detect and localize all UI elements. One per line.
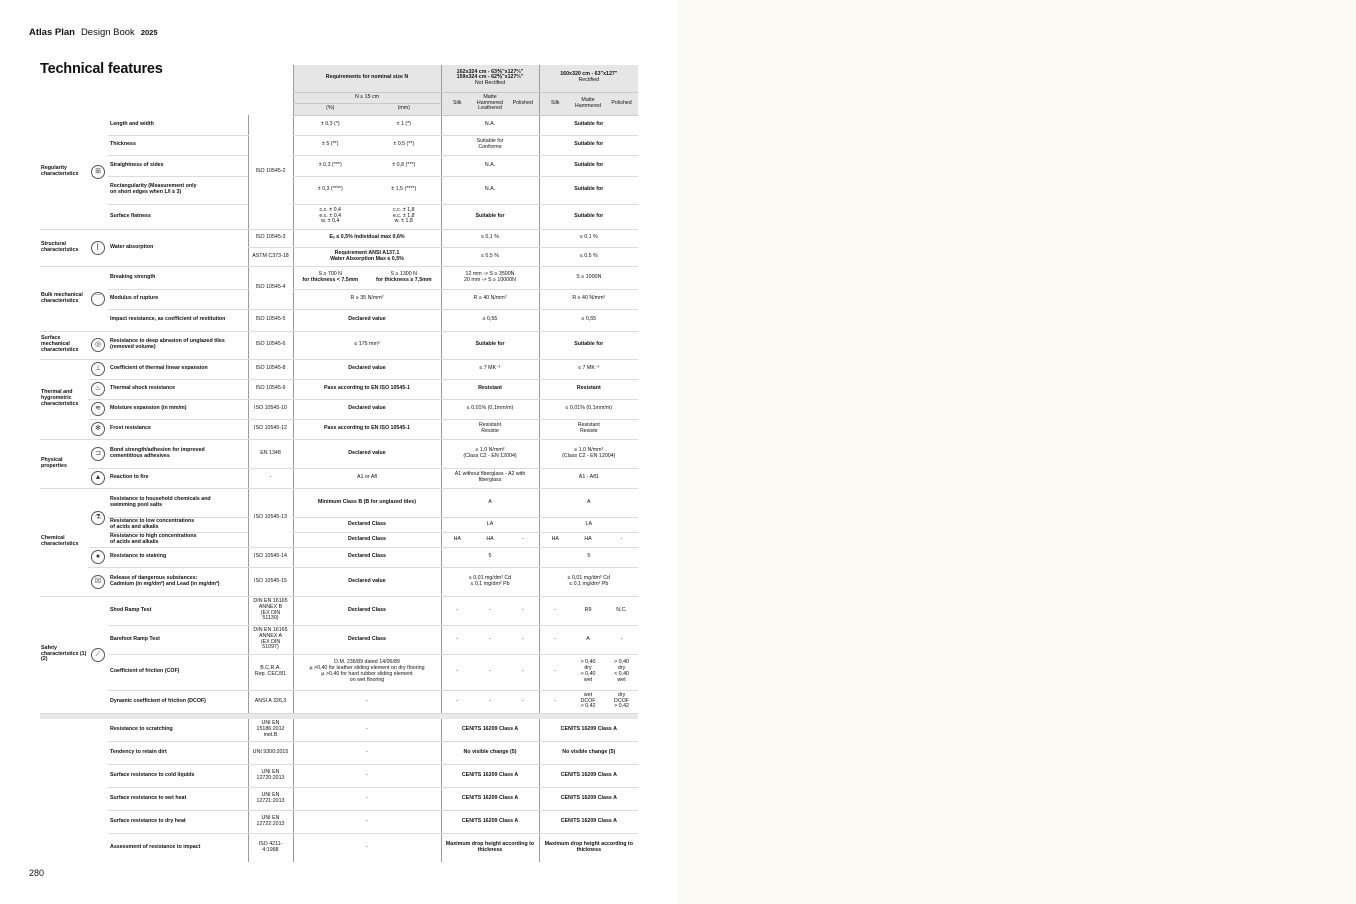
col-mm: (mm) xyxy=(367,103,441,115)
property-label: Coefficient of thermal linear expansion xyxy=(108,359,248,379)
table-row: Tendency to retain dirt UNI 9300:2015 - No visible change (5) No visible change (5) xyxy=(40,742,638,765)
page-title: Technical features xyxy=(40,61,163,77)
table-row: Barefoot Ramp Test DIN EN 16165 ANNEX A (EX DIN 51097) Declared Class - - - - A - xyxy=(40,625,638,654)
property-label: Coefficient of friction (COF) xyxy=(108,654,248,690)
property-label: Surface flatness xyxy=(108,204,248,229)
water-drop-icon: ⌈ xyxy=(91,241,105,255)
table-row: Dynamic coefficient of friction (DCOF) ANSI A 326,3 - - - - - wet DCOF > 0,42 dry DCOF > 0,42 xyxy=(40,690,638,713)
category-label: Safety characteristics (1)(2) xyxy=(40,596,88,713)
property-label: Straightness of sides xyxy=(108,155,248,176)
table-row: ≋ Moisture expansion (in mm/m) ISO 10545-10 Declared value ≤ 0,01% (0,1mm/m) ≤ 0,01% (0,1mm/m) xyxy=(40,399,638,419)
property-label: Resistance to staining xyxy=(108,547,248,567)
col-silk: Silk xyxy=(539,92,571,115)
chemical-icon: ⚗ xyxy=(91,511,105,525)
property-label: Bond strength/adhesion for improved cementitious adhesives xyxy=(108,439,248,468)
table-row: Chemical characteristics ⚗ Resistance to household chemicals and swimming pool salts ISO 10545-13 Minimum Class B (B for unglazed tiles) A A xyxy=(40,488,638,517)
property-label: Reaction to fire xyxy=(108,468,248,488)
book-subtitle: Design Book xyxy=(80,27,135,38)
property-label: Surface resistance to cold liquids xyxy=(108,765,248,788)
property-label: Length and width xyxy=(108,115,248,135)
property-label: Resistance to household chemicals and swimming pool salts xyxy=(108,488,248,517)
table-row: Straightness of sides ± 0,3 (***) ± 0,8 (***) N.A. Suitable for xyxy=(40,155,638,176)
property-label: Thickness xyxy=(108,135,248,155)
table-row: Surface flatness c.c. ± 0,4 e.c. ± 0,4 w. ± 0,4 c.c. ± 1,8 e.c. ± 1,8 w. ± 1,8 Suitable for Suitable for xyxy=(40,204,638,229)
property-label: Breaking strength xyxy=(108,266,248,289)
table-row: ♨ Thermal shock resistance ISO 10545-9 Pass according to EN ISO 10545-1 Resistant Resistant xyxy=(40,379,638,399)
property-label: Resistance to low concentrations of acids and alkalis xyxy=(108,517,248,532)
property-label: Impact resistance, as coefficient of restitution xyxy=(108,309,248,331)
thermal-expansion-icon: ⊥ xyxy=(91,362,105,376)
table-row: Safety characteristics (1)(2) ⟋ Shod Ramp Test DIN EN 16165 ANNEX B (EX DIN 51130) Declared Class - - - - R9 N.C. xyxy=(40,596,638,625)
table-row: Physical properties ⊐ Bond strength/adhesion for improved cementitious adhesives EN 1348 Declared value ≥ 1,0 N/mm² (Class C2 - EN 12004) ≥ 1,0 N/mm² (Class C2 - EN 12004) xyxy=(40,439,638,468)
moisture-icon: ≋ xyxy=(91,402,105,416)
col-matte-hammered-leathered: Matte Hammered Leathered xyxy=(473,92,507,115)
table-row: Surface mechanical characteristics ◎ Resistance to deep abrasion of unglazed tiles (removed volume) ISO 10545-6 ≤ 175 mm³ Suitable for Suitable for xyxy=(40,331,638,359)
property-label: Resistance to scratching xyxy=(108,719,248,742)
property-label: Moisture expansion (in mm/m) xyxy=(108,399,248,419)
property-label: Release of dangerous substances: Cadmium (in mg/dm²) and Lead (in mg/dm²) xyxy=(108,567,248,596)
category-label: Structural characteristics xyxy=(40,229,88,266)
slip-icon: ⟋ xyxy=(91,648,105,662)
property-label: Resistance to high concentrations of acids and alkalis xyxy=(108,532,248,547)
requirements-header: Requirements for nominal size N xyxy=(293,65,441,92)
group2-header: 160x320 cm - 63"x127" Rectified xyxy=(539,65,638,92)
fire-icon: ▲ xyxy=(91,471,105,485)
table-row: Resistance to scratching UNI EN 15186:2012 met.B - CEN/TS 16209 Class A CEN/TS 16209 Class A xyxy=(40,719,638,742)
category-label: Thermal and hygrometric characteristics xyxy=(40,359,88,439)
table-row: Resistance to high concentrations of acids and alkalis Declared Class HA HA - HA HA - xyxy=(40,532,638,547)
category-label: Physical properties xyxy=(40,439,88,488)
dangerous-substances-icon: ☒ xyxy=(91,575,105,589)
property-label: Resistance to deep abrasion of unglazed tiles (removed volume) xyxy=(108,331,248,359)
table-row: ☒ Release of dangerous substances: Cadmium (in mg/dm²) and Lead (in mg/dm²) ISO 10545-15 Declared value ≤ 0,01 mg/dm² Cd ≤ 0,1 mg/dm² Pb ≤ 0,01 mg/dm² Cd ≤ 0,1 mg/dm² Pb xyxy=(40,567,638,596)
abrasion-icon: ◎ xyxy=(91,338,105,352)
technical-features-table xyxy=(40,65,638,862)
property-label: Water absorption xyxy=(108,229,248,266)
property-label: Tendency to retain dirt xyxy=(108,742,248,765)
brand-name: Atlas Plan xyxy=(29,27,75,38)
table-row: Impact resistance, as coefficient of restitution ISO 10545-5 Declared value ≥ 0,55 ≥ 0,55 xyxy=(40,309,638,331)
page-number: 280 xyxy=(29,868,45,878)
table-row: Surface resistance to wet heat UNI EN 12721:2013 - CEN/TS 16209 Class A CEN/TS 16209 Class A xyxy=(40,788,638,811)
category-label: Bulk mechanical characteristics xyxy=(40,266,88,331)
property-label: Surface resistance to dry heat xyxy=(108,811,248,834)
property-label: Surface resistance to wet heat xyxy=(108,788,248,811)
table-row: ● Resistance to staining ISO 10545-14 Declared Class 5 5 xyxy=(40,547,638,567)
table-row: Thermal and hygrometric characteristics ⊥ Coefficient of thermal linear expansion ISO 10545-8 Declared value ≤ 7 MK⁻¹ ≤ 7 MK⁻¹ xyxy=(40,359,638,379)
frost-icon: ✻ xyxy=(91,422,105,436)
table-row: Structural characteristics ⌈ Water absorption ISO 10545-3 Eᵥ ≤ 0,5% Individual max 0,6% ≤ 0,1 % ≤ 0,1 % xyxy=(40,229,638,247)
col-silk: Silk xyxy=(441,92,473,115)
table-row: Coefficient of friction (COF) B.C.R.A. Rep. CEC/81 D.M. 236/89 dated 14/06/89 µ >0,40 for leather sliding element on dry flooring µ >0,40 for hard rubber sliding element on wet flooring - - - - > 0,40 dry > 0,40 wet > 0,40 dry < 0,40 wet xyxy=(40,654,638,690)
category-label: Chemical characteristics xyxy=(40,488,88,596)
property-label: Frost resistance xyxy=(108,419,248,439)
staining-icon: ● xyxy=(91,550,105,564)
property-label: Dynamic coefficient of friction (DCOF) xyxy=(108,690,248,713)
standard-cell: ISO 10545-2 xyxy=(248,115,293,229)
table-row: Bulk mechanical characteristics ⌒ Breaking strength ISO 10545-4 S ≥ 700 N for thickness < 7,5mm S ≥ 1300 N for thickness ≥ 7,5mm 12 mm -> S ≥ 3500N 20 mm -> S ≥ 10000N S ≥ 1000N xyxy=(40,266,638,289)
modulus-icon: ⌒ xyxy=(91,292,105,306)
property-label: Rectangularity (Measurement only on short edges when L/l ≥ 3) xyxy=(108,176,248,204)
table-row: ASTM C373-18 Requirement ANSI A137.1 Water Absorption Max ≤ 0,5% ≤ 0,5 % ≤ 0,5 % xyxy=(40,247,638,266)
table-row: Modulus of rupture R ≥ 35 N/mm² R ≥ 40 N/mm² R ≥ 40 N/mm² xyxy=(40,289,638,309)
table-row: Regularity characteristics ⊞ Length and width ISO 10545-2 ± 0,3 (*) ± 1 (*) N.A. Suitable for xyxy=(40,115,638,135)
table-row: Surface resistance to cold liquids UNI EN 12720:2013 - CEN/TS 16209 Class A CEN/TS 16209 Class A xyxy=(40,765,638,788)
col-matte-hammered: Matte Hammered xyxy=(571,92,605,115)
property-label: Assessment of resistance to impact xyxy=(110,843,201,850)
running-header xyxy=(29,27,158,38)
col-polished: Polished xyxy=(605,92,638,115)
bond-icon: ⊐ xyxy=(91,447,105,461)
col-polished: Polished xyxy=(507,92,539,115)
table-row: Assessment of resistance to impact ISO 4211- 4:1988 - Maximum drop height according to thickness Maximum drop height according to thickness xyxy=(40,834,638,862)
book-year: 2025 xyxy=(140,28,158,37)
property-label: Modulus of rupture xyxy=(108,289,248,309)
size-condition: N ≥ 15 cm xyxy=(293,92,441,103)
table-row: ▲ Reaction to fire - A1 or Afl A1 without fiberglass - A2 with fiberglass A1 - Afl1 xyxy=(40,468,638,488)
table-row: Resistance to low concentrations of acids and alkalis Declared Class LA LA xyxy=(40,517,638,532)
table-row: Rectangularity (Measurement only on short edges when L/l ≥ 3) ± 0,3 (****) ± 1,5 (****) N.A. Suitable for xyxy=(40,176,638,204)
property-label: Thermal shock resistance xyxy=(108,379,248,399)
group1-header: 162x324 cm - 63⅘"x127⅔" 159x324 cm - 62⅗"x127⅔" Not Rectified xyxy=(441,65,539,92)
table-row: ✻ Frost resistance ISO 10545-12 Pass according to EN ISO 10545-1 Resistant Resiste Resistant Resiste xyxy=(40,419,638,439)
property-label: Shod Ramp Test xyxy=(108,596,248,625)
thermal-shock-icon: ♨ xyxy=(91,382,105,396)
property-label: Barefoot Ramp Test xyxy=(108,625,248,654)
regularity-icon: ⊞ xyxy=(91,165,105,179)
table-row: Thickness ± 5 (**) ± 0,5 (**) Suitable for Conforme Suitable for xyxy=(40,135,638,155)
col-percent: (%) xyxy=(293,103,367,115)
table-header-row xyxy=(40,65,638,92)
category-label: Regularity characteristics xyxy=(40,115,88,229)
category-label: Surface mechanical characteristics xyxy=(40,331,88,359)
table-row: Surface resistance to dry heat UNI EN 12722:2013 - CEN/TS 16209 Class A CEN/TS 16209 Class A xyxy=(40,811,638,834)
